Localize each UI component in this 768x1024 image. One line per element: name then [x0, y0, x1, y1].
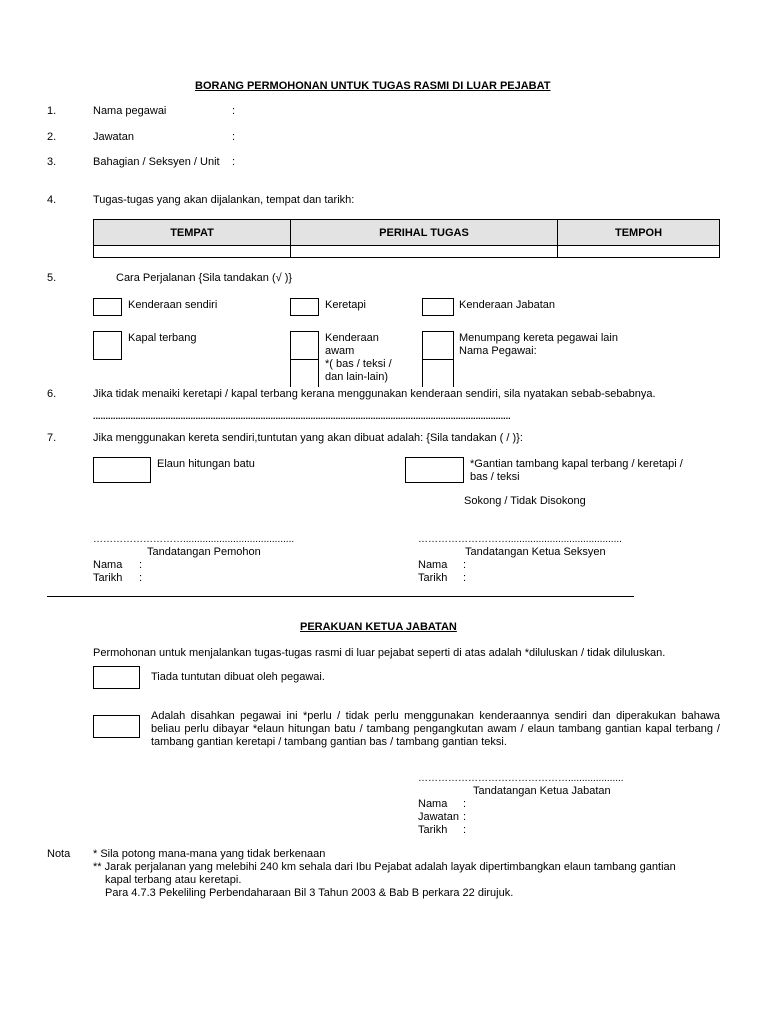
table-header-tempat: TEMPAT	[94, 220, 291, 246]
item5-text: Cara Perjalanan {Sila tandakan (√ )}	[116, 272, 293, 284]
colon: :	[232, 105, 236, 117]
kenderaan-awam-label-line3: *( bas / teksi /	[325, 358, 392, 370]
divider	[318, 360, 319, 387]
colon: :	[463, 824, 467, 836]
table-header-tempoh: TEMPOH	[558, 220, 720, 246]
item7-text: Jika menggunakan kereta sendiri,tuntutan yang akan dibuat adalah: {Sila tandakan ( / )}:	[93, 432, 523, 444]
ketua-jabatan-signature-caption: Tandatangan Ketua Jabatan	[473, 785, 611, 797]
item-number: 7.	[47, 432, 57, 444]
table-header-perihal-tugas: PERIHAL TUGAS	[291, 220, 558, 246]
perihal-cell[interactable]	[291, 246, 558, 258]
colon: :	[463, 811, 467, 823]
item-number: 5.	[47, 272, 57, 284]
nota-line: Para 4.7.3 Pekeliling Perbendaharaan Bil 3 Tahun 2003 & Bab B perkara 22 dirujuk.	[105, 887, 514, 899]
kenderaan-awam-label-line4: dan lain-lain)	[325, 371, 388, 383]
gantian-tambang-checkbox[interactable]	[405, 457, 464, 483]
menumpang-checkbox[interactable]	[422, 331, 454, 360]
kenderaan-jabatan-checkbox[interactable]	[422, 298, 454, 316]
tempoh-cell[interactable]	[558, 246, 720, 258]
tempat-cell[interactable]	[94, 246, 291, 258]
sokong-text: Sokong / Tidak Disokong	[464, 495, 586, 507]
nota-line: * Sila potong mana-mana yang tidak berkenaan	[93, 848, 326, 860]
kenderaan-sendiri-checkbox[interactable]	[93, 298, 122, 316]
kapal-terbang-checkbox[interactable]	[93, 331, 122, 360]
elaun-hitungan-batu-checkbox[interactable]	[93, 457, 151, 483]
divider	[453, 360, 454, 387]
table-row	[94, 246, 720, 258]
pemohon-nama-label: Nama	[93, 559, 123, 571]
nota-line: ** Jarak perjalanan yang melebihi 240 km sehala dari Ibu Pejabat adalah layak dipertimbangkan elaun tambang gantian	[93, 861, 676, 873]
colon: :	[232, 131, 236, 143]
disahkan-text: Adalah disahkan pegawai ini *perlu / tidak perlu menggunakan kenderaannya sendiri dan diperakukan bahawa beliau perlu dibayar *elaun hitungan batu / tambang pengangkutan awam / elaun tambang gantian kapal terbang / tambang gantian keretapi / tambang gantian bas / tambang gantian teksi.	[151, 710, 720, 748]
divider	[290, 360, 291, 387]
nota-label: Nota	[47, 848, 71, 860]
gantian-tambang-label-line2: bas / teksi	[470, 471, 520, 483]
ketua-seksyen-signature-caption: Tandatangan Ketua Seksyen	[465, 546, 606, 558]
nama-pegawai-label: Nama pegawai	[93, 105, 167, 117]
keretapi-checkbox[interactable]	[290, 298, 319, 316]
tiada-tuntutan-checkbox[interactable]	[93, 666, 140, 689]
tasks-table	[93, 219, 720, 258]
colon: :	[463, 572, 467, 584]
ketua-seksyen-tarikh-label: Tarikh	[418, 572, 448, 584]
kenderaan-awam-checkbox[interactable]	[290, 331, 319, 360]
kenderaan-jabatan-label: Kenderaan Jabatan	[459, 299, 556, 311]
pemohon-tarikh-label: Tarikh	[93, 572, 123, 584]
gantian-tambang-label-line1: *Gantian tambang kapal terbang / keretapi /	[470, 458, 683, 470]
item-number: 3.	[47, 156, 57, 168]
ketua-jabatan-jawatan-label: Jawatan	[418, 811, 459, 823]
divider	[422, 360, 423, 387]
colon: :	[232, 156, 236, 168]
colon: :	[463, 798, 467, 810]
item-number: 4.	[47, 194, 57, 206]
ketua-jabatan-tarikh-label: Tarikh	[418, 824, 448, 836]
perakuan-intro: Permohonan untuk menjalankan tugas-tugas rasmi di luar pejabat seperti di atas adalah *diluluskan / tidak diluluskan.	[93, 647, 666, 659]
jawatan-label: Jawatan	[93, 131, 134, 143]
menumpang-label: Menumpang kereta pegawai lain	[459, 332, 618, 344]
kapal-terbang-label: Kapal terbang	[128, 332, 197, 344]
nama-pegawai-lain-label: Nama Pegawai:	[459, 345, 537, 357]
tiada-tuntutan-label: Tiada tuntutan dibuat oleh pegawai.	[151, 671, 325, 683]
nota-line: kapal terbang atau keretapi.	[105, 874, 242, 886]
item4-text: Tugas-tugas yang akan dijalankan, tempat dan tarikh:	[93, 194, 355, 206]
kenderaan-awam-label-line2: awam	[325, 345, 355, 357]
ketua-seksyen-signature-line[interactable]: ……………………….........................................	[418, 534, 622, 545]
item-number: 1.	[47, 105, 57, 117]
colon: :	[139, 559, 143, 571]
colon: :	[463, 559, 467, 571]
kenderaan-sendiri-label: Kenderaan sendiri	[128, 299, 218, 311]
elaun-hitungan-batu-label: Elaun hitungan batu	[157, 458, 255, 470]
colon: :	[139, 572, 143, 584]
item-number: 6.	[47, 388, 57, 400]
bahagian-label: Bahagian / Seksyen / Unit	[93, 156, 220, 168]
ketua-jabatan-nama-label: Nama	[418, 798, 448, 810]
perakuan-title: PERAKUAN KETUA JABATAN	[300, 621, 457, 633]
keretapi-label: Keretapi	[325, 299, 366, 311]
disahkan-checkbox[interactable]	[93, 715, 140, 738]
item-number: 2.	[47, 131, 57, 143]
form-title: BORANG PERMOHONAN UNTUK TUGAS RASMI DI LUAR PEJABAT	[195, 80, 551, 92]
section-divider	[47, 596, 634, 597]
item6-text: Jika tidak menaiki keretapi / kapal terbang kerana menggunakan kenderaan sendiri, sila nyatakan sebab-sebabnya.	[93, 388, 656, 400]
item6-dotted-line[interactable]: .......................................................................................................................................................................	[93, 411, 511, 421]
kenderaan-awam-label-line1: Kenderaan	[325, 332, 379, 344]
ketua-seksyen-nama-label: Nama	[418, 559, 448, 571]
ketua-jabatan-signature-line[interactable]: ………………………………………....................	[418, 773, 624, 784]
pemohon-signature-caption: Tandatangan Pemohon	[147, 546, 261, 558]
pemohon-signature-line[interactable]: ………………………........................................	[93, 534, 295, 545]
